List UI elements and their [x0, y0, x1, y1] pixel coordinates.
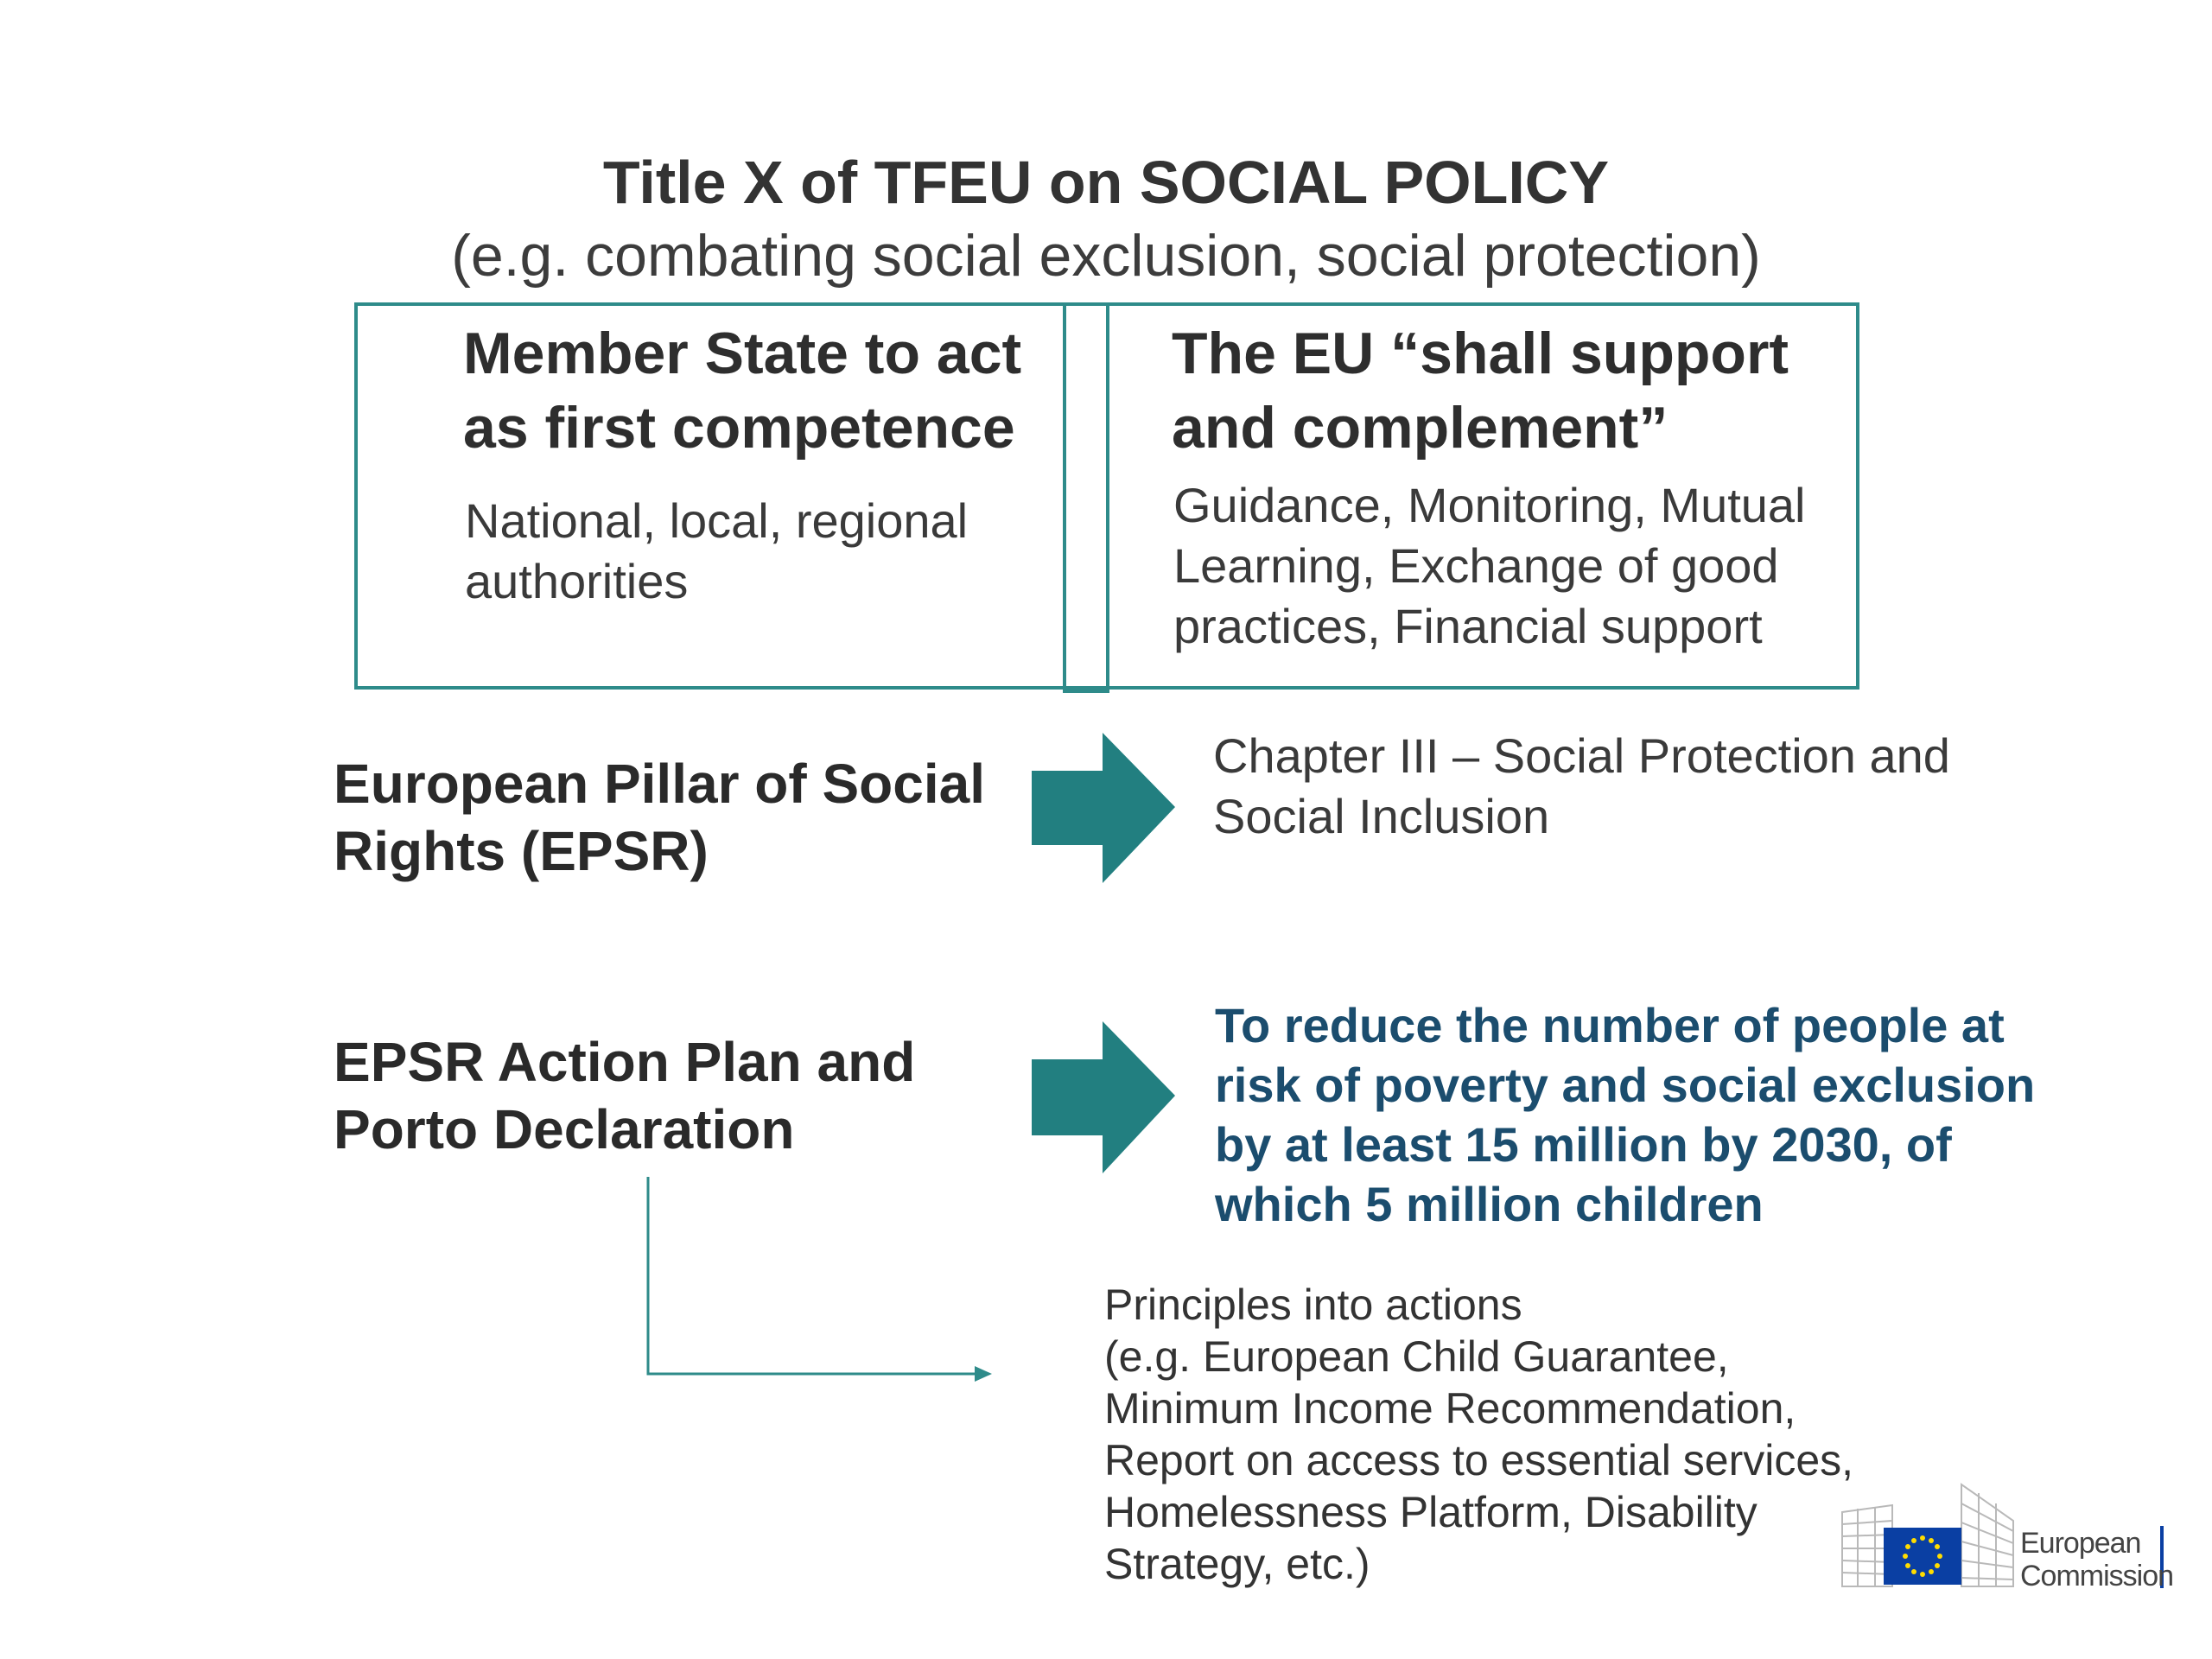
principles-connector-line: [648, 1177, 985, 1374]
logo-line-commission: Commission: [2020, 1560, 2174, 1592]
poverty-target: To reduce the number of people at risk of poverty and social exclusion by at least 15 million by 2030, of which 5 million children: [1215, 998, 2036, 1231]
slide-title: Title X of TFEU on SOCIAL POLICY: [602, 149, 1610, 216]
member-state-heading: Member State to act as first competence: [463, 321, 1022, 461]
principles-line: (e.g. European Child Guarantee,: [1104, 1332, 1729, 1381]
european-commission-logo: [1840, 1478, 2174, 1592]
epsr-target: Chapter III – Social Protection and Social Inclusion: [1213, 728, 1950, 843]
slide-subtitle: (e.g. combating social exclusion, social protection): [451, 223, 1761, 289]
eu-support-heading: The EU “shall support and complement”: [1172, 321, 1789, 461]
logo-line-european: European: [2020, 1527, 2141, 1560]
principles-line: Homelessness Platform, Disability: [1104, 1488, 1758, 1536]
action-plan-arrow-icon: [1032, 1021, 1175, 1173]
epsr-arrow-icon: [1032, 733, 1175, 883]
eu-support-body: Guidance, Monitoring, Mutual Learning, Exchange of good practices, Financial support: [1173, 478, 1806, 653]
epsr-label: European Pillar of Social Rights (EPSR): [334, 753, 985, 882]
principles-line: Strategy, etc.): [1104, 1540, 1370, 1588]
principles-line: Principles into actions: [1104, 1281, 1522, 1329]
principles-line: Report on access to essential services,: [1104, 1436, 1854, 1484]
principles-connector-arrowhead-icon: [975, 1366, 992, 1382]
principles-line: Minimum Income Recommendation,: [1104, 1384, 1796, 1433]
action-plan-label: EPSR Action Plan and Porto Declaration: [334, 1031, 916, 1160]
member-state-body: National, local, regional authorities: [465, 493, 969, 608]
